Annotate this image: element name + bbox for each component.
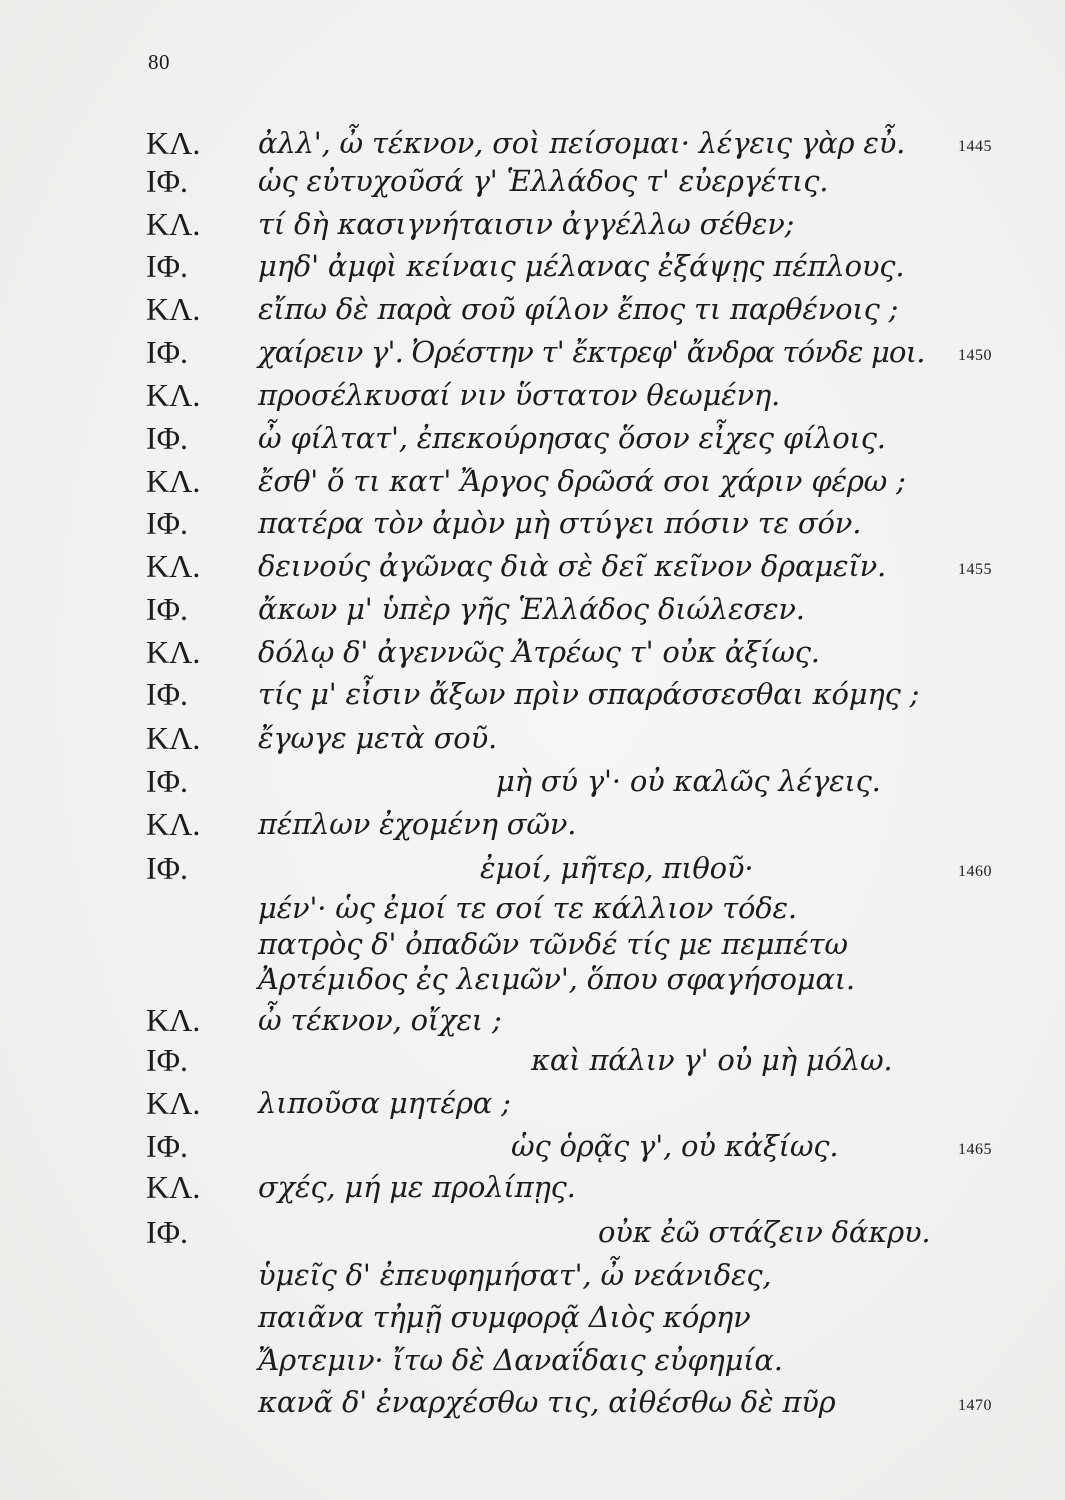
verse-text: μέν'· ὡς ἐμοί τε σοί τε κάλλιον τόδε. [258,891,797,925]
speaker-label: ΚΛ. [146,1169,201,1205]
verse-text: ὡς εὐτυχοῦσά γ' Ἑλλάδος τ' εὐεργέτις. [258,164,829,198]
speaker-label: ΚΛ. [146,634,201,670]
speaker-label: ΙΦ. [146,676,189,712]
speaker-label: ΚΛ. [146,463,201,499]
speaker-label: ΙΦ. [146,1128,189,1164]
verse-line [0,1039,1065,1081]
verse-line [0,1339,1065,1381]
verse-text: παιᾶνα τἠμῇ συμφορᾷ Διὸς κόρην [258,1300,751,1334]
line-number: 1445 [958,138,992,155]
verse-text: προσέλκυσαί νιν ὕστατον θεωμένη. [258,378,781,412]
speaker-label: ΙΦ. [146,1042,189,1078]
verse-line [0,847,1065,889]
verse-line [0,331,1065,373]
verse-text: μηδ' ἀμφὶ κείναις μέλανας ἐξάψῃς πέπλους. [258,249,905,283]
verse-line [0,374,1065,416]
verse-text: εἴπω δὲ παρὰ σοῦ φίλον ἔπος τι παρθένοις ; [258,292,899,326]
speaker-label: ΚΛ. [146,206,201,242]
speaker-label: ΚΛ. [146,1002,201,1038]
verse-text: ἔσθ' ὅ τι κατ' Ἄργος δρῶσά σοι χάριν φέρω ; [258,464,906,498]
verse-line [0,545,1065,587]
verse-line [0,1296,1065,1338]
verse-text: πέπλων ἐχομένη σῶν. [258,807,577,841]
speaker-label: ΚΛ. [146,806,201,842]
verse-text: ἔγωγε μετὰ σοῦ. [258,721,498,755]
verse-line [0,760,1065,802]
verse-text: Ἀρτέμιδος ἐς λειμῶν', ὅπου σφαγήσομαι. [258,962,855,996]
verse-text: ὑμεῖς δ' ἐπευφημήσατ', ὦ νεάνιδες, [258,1258,772,1292]
speaker-label: ΙΦ. [146,1214,189,1250]
verse-line [0,588,1065,630]
verse-line [0,1381,1065,1423]
verse-line [0,160,1065,202]
verse-line [0,1082,1065,1124]
verse-line [0,417,1065,459]
page-number: 80 [148,50,170,74]
verse-line [0,288,1065,330]
verse-text: κανᾶ δ' ἐναρχέσθω τις, αἰθέσθω δὲ πῦρ [258,1385,836,1419]
speaker-label: ΚΛ. [146,548,201,584]
verse-line [0,203,1065,245]
verse-text: μὴ σύ γ'· οὐ καλῶς λέγεις. [496,764,881,798]
speaker-label: ΙΦ. [146,763,189,799]
speaker-label: ΚΛ. [146,377,201,413]
verse-text: τί δὴ κασιγνήταισιν ἀγγέλλω σέθεν; [258,207,795,241]
verse-line [0,1166,1065,1208]
verse-line [0,122,1065,164]
verse-line [0,673,1065,715]
speaker-label: ΙΦ. [146,248,189,284]
verse-line [0,1125,1065,1167]
verse-text: πατέρα τὸν ἀμὸν μὴ στύγει πόσιν τε σόν. [258,506,862,540]
speaker-label: ΚΛ. [146,1085,201,1121]
line-number: 1465 [958,1141,992,1158]
speaker-label: ΙΦ. [146,591,189,627]
verse-line [0,502,1065,544]
verse-text: ὡς ὁρᾷς γ', οὐ κἀξίως. [511,1129,839,1163]
verse-text: χαίρειν γ'. Ὀρέστην τ' ἔκτρεφ' ἄνδρα τόνδε μοι. [258,335,925,369]
verse-text: οὐκ ἐῶ στάζειν δάκρυ. [598,1215,931,1249]
verse-text: ὦ τέκνον, οἴχει ; [258,1003,502,1037]
verse-line [0,1254,1065,1296]
verse-text: ὦ φίλτατ', ἐπεκούρησας ὅσον εἶχες φίλοις. [258,421,886,455]
verse-line [0,631,1065,673]
verse-line [0,999,1065,1041]
verse-text: καὶ πάλιν γ' οὐ μὴ μόλω. [531,1043,893,1077]
line-number: 1455 [958,561,992,578]
speaker-label: ΚΛ. [146,720,201,756]
verse-text: ἀλλ', ὦ τέκνον, σοὶ πείσομαι· λέγεις γὰρ εὖ. [258,126,906,160]
verse-text: δόλῳ δ' ἀγεννῶς Ἀτρέως τ' οὐκ ἀξίως. [258,635,820,669]
speaker-label: ΙΦ. [146,420,189,456]
verse-line [0,245,1065,287]
verse-text: ἄκων μ' ὑπὲρ γῆς Ἑλλάδος διώλεσεν. [258,592,805,626]
verse-text: ἐμοί, μῆτερ, πιθοῦ· [480,851,754,885]
line-number: 1450 [958,347,992,364]
verse-text: τίς μ' εἶσιν ἄξων πρὶν σπαράσσεσθαι κόμης ; [258,677,920,711]
verse-line [0,958,1065,1000]
speaker-label: ΚΛ. [146,125,201,161]
verse-text: λιποῦσα μητέρα ; [258,1086,511,1120]
speaker-label: ΙΦ. [146,163,189,199]
line-number: 1470 [958,1397,992,1414]
verse-text: δεινούς ἀγῶνας διὰ σὲ δεῖ κεῖνον δραμεῖν. [258,549,887,583]
speaker-label: ΚΛ. [146,291,201,327]
verse-line [0,803,1065,845]
verse-line [0,717,1065,759]
speaker-label: ΙΦ. [146,334,189,370]
verse-text: σχές, μή με προλίπῃς. [258,1170,576,1204]
verse-line [0,460,1065,502]
verse-text: Ἄρτεμιν· ἴτω δὲ Δαναΐδαις εὐφημία. [258,1343,783,1377]
speaker-label: ΙΦ. [146,505,189,541]
verse-line [0,1211,1065,1253]
verse-text: πατρὸς δ' ὀπαδῶν τῶνδέ τίς με πεμπέτω [258,927,848,961]
speaker-label: ΙΦ. [146,850,189,886]
line-number: 1460 [958,863,992,880]
